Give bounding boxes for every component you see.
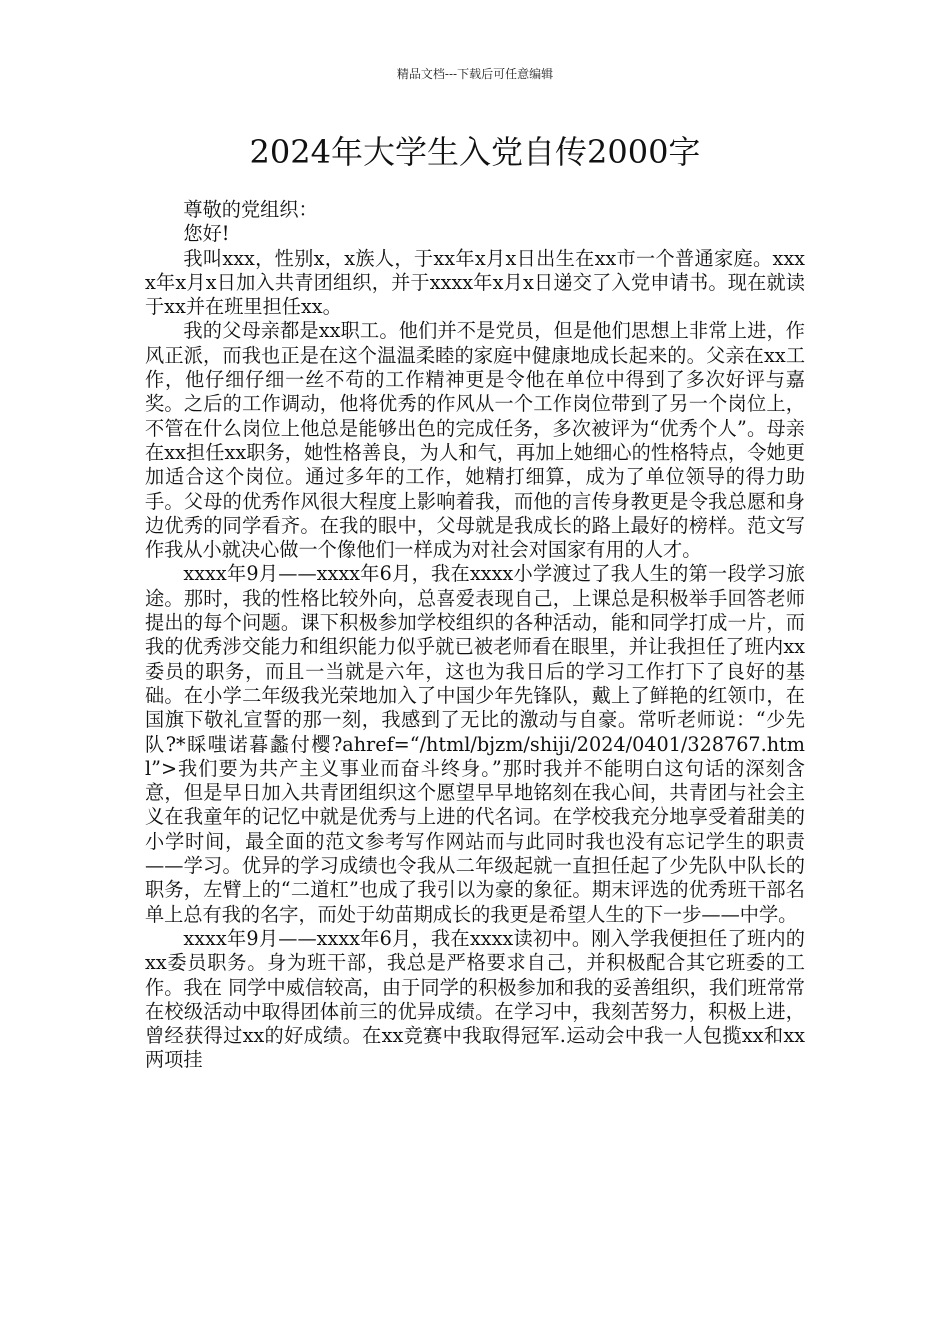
document-body [145,198,805,1073]
page-header: 精品文档---下载后可任意编辑 [396,67,554,81]
greeting: 您好! [183,222,230,246]
paragraph-parents: 我的父母亲都是xx职工。他们并不是党员，但是他们思想上非常上进，作风正派，而我也正是在这个温温柔睦的家庭中健康地成长起来的。父亲在xx工作，他仔细仔细一丝不苟的工作精神更是令他在单位中得到了多次好评与嘉奖。之后的工作调动，他将优秀的作风从一个工作岗位带到了另一个岗位上，不管在什么岗位上他总是能够出色的完成任务，多次被评为“优秀个人”。母亲在xx担任xx职务，她性格善良，为人和气，再加上她细心的性格特点，令她更加适合这个岗位。通过多年的工作，她精打细算，成为了单位领导的得力助手。父母的优秀作风很大程度上影响着我，而他的言传身教更是令我总愿和身边优秀的同学看齐。在我的眼中，父母就是我成长的路上最好的榜样。范文写作我从小就决心做一个像他们一样成为对社会对国家有用的人才。 [145,319,805,562]
paragraph-intro: 我叫xxx，性别x，x族人，于xx年x月x日出生在xx市一个普通家庭。xxxx年x月x日加入共青团组织，并于xxxx年x月x日递交了入党申请书。现在就读于xx并在班里担任xx。 [145,246,805,319]
paragraph-middle-school: xxxx年9月——xxxx年6月，我在xxxx读初中。刚入学我便担任了班内的xx委员职务。身为班干部，我总是严格要求自己，并积极配合其它班委的工作。我在 同学中威信较高，由于同学的积极参加和我的妥善组织，我们班常常在校级活动中取得团体前三的优异成绩。在学习中，我刻苦努力，积极上进，曾经获得过xx的好成绩。在xx竞赛中我取得冠军.运动会中我一人包揽xx和xx两项挂 [145,926,805,1072]
document-title: 2024年大学生入党自传2000字 [249,133,701,171]
paragraph-primary-school: xxxx年9月——xxxx年6月，我在xxxx小学渡过了我人生的第一段学习旅途。那时，我的性格比较外向，总喜爱表现自己，上课总是积极举手回答老师提出的每个问题。课下积极参加学校组织的各种活动，能和同学打成一片，而我的优秀涉交能力和组织能力似乎就已被老师看在眼里，并让我担任了班内xx委员的职务，而且一当就是六年，这也为我日后的学习工作打下了良好的基础。在小学二年级我光荣地加入了中国少年先锋队，戴上了鲜艳的红领巾，在国旗下敬礼宣誓的那一刻，我感到了无比的激动与自豪。常听老师说：“少先队?*睬嗤诺暮蠡付樱?ahref=“/html/bjzm/shiji/2024/0401/328767.html”>我们要为共产主义事业而奋斗终身。”那时我并不能明白这句话的深刻含意，但是早日加入共青团组织这个愿望早早地铭刻在我心间，共青团与社会主义在我童年的记忆中就是优秀与上进的代名词。在学校我充分地享受着甜美的小学时间，最全面的范文参考写作网站而与此同时我也没有忘记学生的职责——学习。优异的学习成绩也令我从二年级起就一直担任起了少先队中队长的职务，左臂上的“二道杠”也成了我引以为豪的象征。期末评选的优秀班干部名单上总有我的名字，而处于幼苗期成长的我更是希望人生的下一步——中学。 [145,562,805,926]
salutation: 尊敬的党组织： [183,198,318,221]
